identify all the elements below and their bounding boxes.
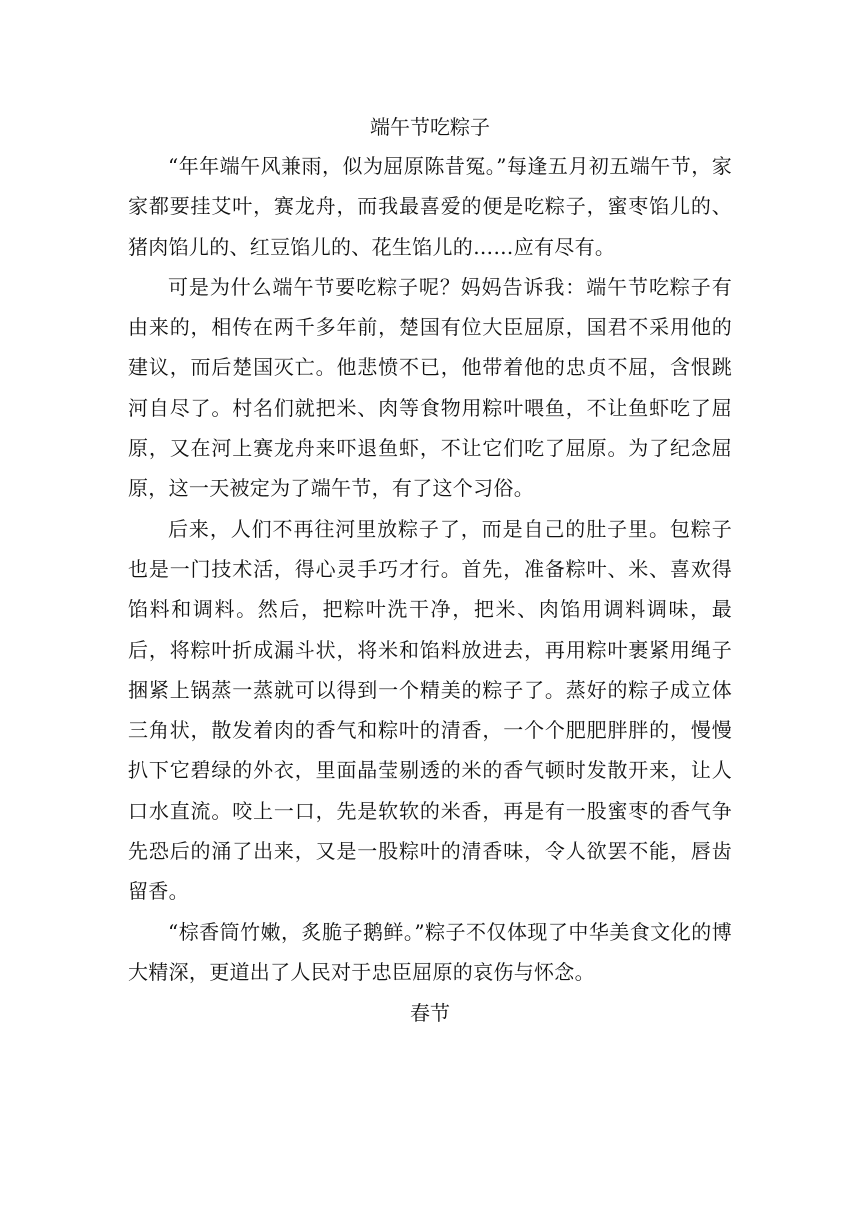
essay-title: 端午节吃粽子: [370, 115, 490, 139]
paragraph: “棕香筒竹嫩，炙脆子鹅鲜。”粽子不仅体现了中华美食文化的博大精深，更道出了人民对于忠臣屈原的哀伤与怀念。: [128, 919, 732, 984]
paragraph: 后来，人们不再往河里放粽子了，而是自己的肚子里。包粽子也是一门技术活，得心灵手巧才行。首先，准备粽叶、米、喜欢得馅料和调料。然后，把粽叶洗干净，把米、肉馅用调料调味，最后，将粽叶折成漏斗状，将米和馅料放进去，再用粽叶裹紧用绳子捆紧上锅蒸一蒸就可以得到一个精美的粽子了。蒸好的粽子成立体三角状，散发着肉的香气和粽叶的清香，一个个肥肥胖胖的，慢慢扒下它碧绿的外衣，里面晶莹剔透的米的香气顿时发散开来，让人口水直流。咬上一口，先是软软的米香，再是有一股蜜枣的香气争先恐后的涌了出来，又是一股粽叶的清香味，令人欲罢不能，唇齿留香。: [128, 516, 732, 904]
next-essay-title: 春节: [410, 1001, 450, 1026]
paragraph: “年年端午风兼雨，似为屈原陈昔冤。”每逢五月初五端午节，家家都要挂艾叶，赛龙舟，而我最喜爱的便是吃粽子，蜜枣馅儿的、猪肉馅儿的、红豆馅儿的、花生馅儿的……应有尽有。: [128, 154, 732, 259]
document-body: [128, 108, 732, 1032]
paragraph: 可是为什么端午节要吃粽子呢？妈妈告诉我：端午节吃粽子有由来的，相传在两千多年前，楚国有位大臣屈原，国君不采用他的建议，而后楚国灭亡。他悲愤不已，他带着他的忠贞不屈，含恨跳河自尽了。村名们就把米、肉等食物用粽叶喂鱼，不让鱼虾吃了屈原，又在河上赛龙舟来吓退鱼虾，不让它们吃了屈原。为了纪念屈原，这一天被定为了端午节，有了这个习俗。: [128, 274, 732, 501]
